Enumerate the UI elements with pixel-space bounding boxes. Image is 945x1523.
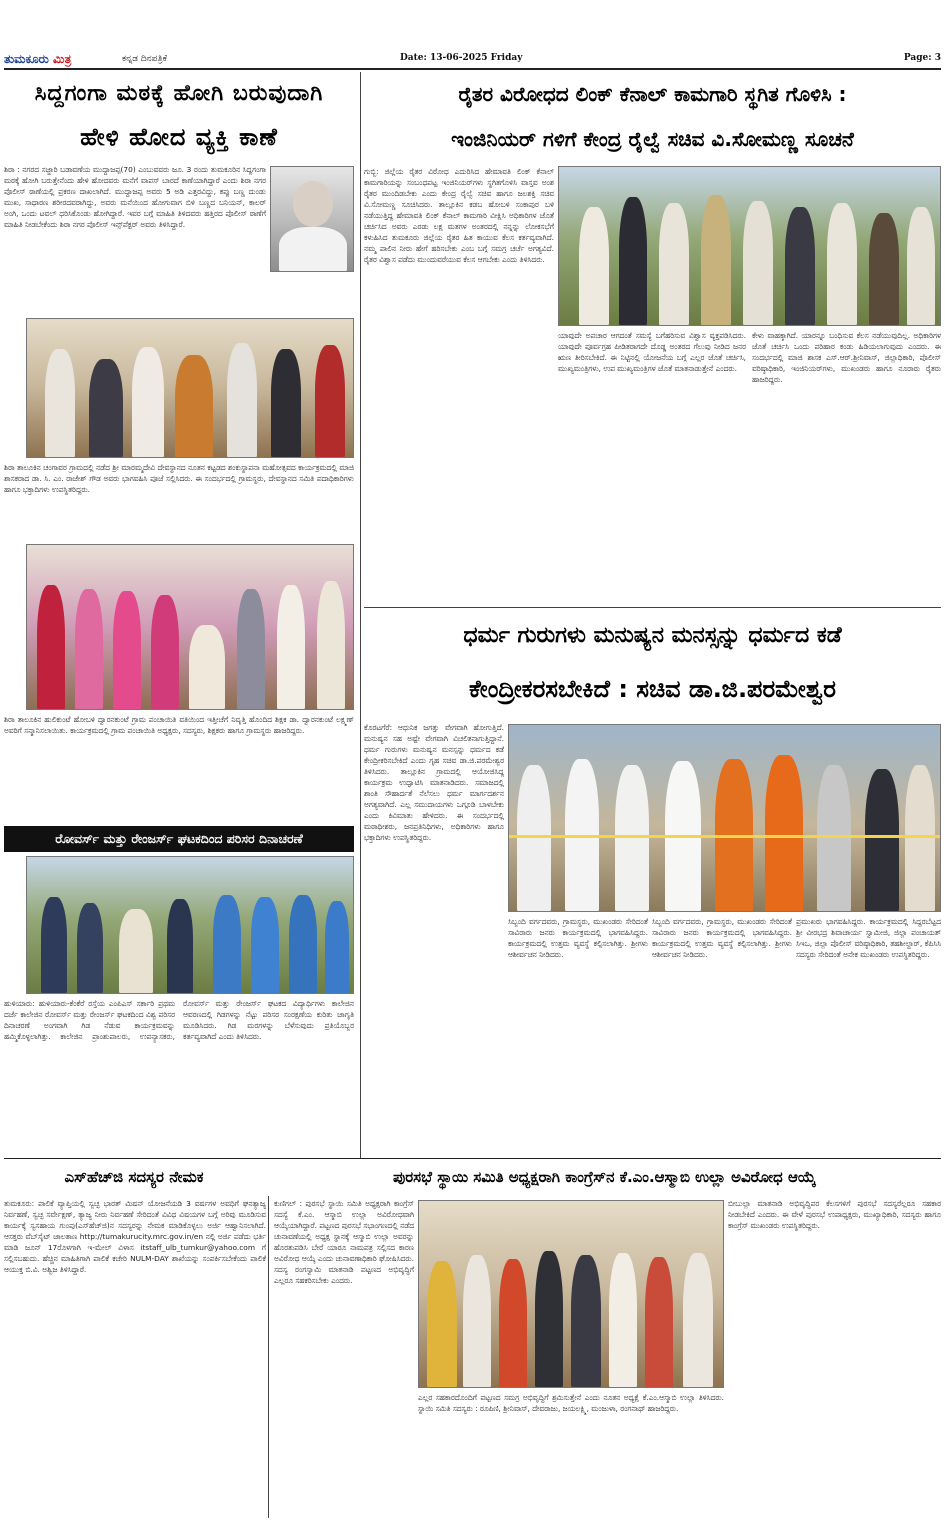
canal-article-col3: ಕೇಳು ವಾಹಕ್ಕಾಗಿದೆ. ಯಾರನ್ನೂ ಬಂಧಿಸುವ ಕೆಲಸ ನಡೆಯುವುದಿಲ್ಲ. ಅಧಿಕಾರಿಗಳ ಜೊತೆ ಚರ್ಚಿಸಿ ಒಂದು ಪರಿಹಾರ ಕಂಡು ಹಿಡಿಯಲಾಗುವುದು ಎಂದರು. ಈ ಸಂದರ್ಭದಲ್ಲಿ ಮಾಜಿ ಶಾಸಕ ಎಸ್.ಆರ್.ಶ್ರೀನಿವಾಸ್, ಜಿಲ್ಲಾಧಿಕಾರಿ, ಪೊಲೀಸ್ ವರಿಷ್ಠಾಧಿಕಾರಿ, ಇಂಜಿನಿಯರ್‌ಗಳು, ಮುಖಂಡರು ಹಾಗೂ ನೂರಾರು ರೈತರು ಹಾಜರಿದ್ದರು. <box>752 331 941 384</box>
dharma-article: ಕೊರಟಗೆರೆ: ಆಧುನಿಕ ಜಗತ್ತು ವೇಗವಾಗಿ ಹೋಗುತ್ತಿದೆ. ಮನುಷ್ಯನ ಸಹ ಅಷ್ಟೇ ವೇಗವಾಗಿ ವಿಚಲಿತನಾಗುತ್ತಿದ್ದಾನೆ. ಧರ್ಮ ಗುರುಗಳು ಮನುಷ್ಯನ ಮನಸ್ಸನ್ನು ಧರ್ಮದ ಕಡೆ ಕೇಂದ್ರೀಕರಿಸಬೇಕಿದೆ ಎಂದು ಗೃಹ ಸಚಿವ ಡಾ.ಜಿ.ಪರಮೇಶ್ವರ ತಿಳಿಸಿದರು. ತಾಲ್ಲೂಕಿನ ಗ್ರಾಮದಲ್ಲಿ ಆಯೋಜಿಸಿದ್ದ ಕಾರ್ಯಕ್ರಮ ಉದ್ಘಾಟಿಸಿ ಮಾತನಾಡಿದರು. ಸಮಾಜದಲ್ಲಿ ಶಾಂತಿ ಸೌಹಾರ್ದತೆ ನೆಲೆಸಲು ಧರ್ಮ ಮಾರ್ಗದರ್ಶನ ಅಗತ್ಯವಾಗಿದೆ. ಎಲ್ಲ ಸಮುದಾಯಗಳು ಒಗ್ಗೂಡಿ ಬಾಳಬೇಕು ಎಂದು ಕಿವಿಮಾತು ಹೇಳಿದರು. ಈ ಸಂದರ್ಭದಲ್ಲಿ ಮಠಾಧೀಶರು, ಜನಪ್ರತಿನಿಧಿಗಳು, ಅಧಿಕಾರಿಗಳು ಹಾಗೂ ಭಕ್ತಾದಿಗಳು ಉಪಸ್ಥಿತರಿದ್ದರು. <box>364 723 504 842</box>
dharma-article-col3: ಸಿಬ್ಬಂದಿ ವರ್ಗದವರು, ಗ್ರಾಮಸ್ಥರು, ಮುಖಂಡರು ಸೇರಿದಂತೆ ಸಾವಿರಾರು ಜನರು ಕಾರ್ಯಕ್ರಮದಲ್ಲಿ ಭಾಗವಹಿಸಿದ್ದರು. ಕಾರ್ಯಕ್ರಮದಲ್ಲಿ ಉತ್ತಮ ವ್ಯವಸ್ಥೆ ಕಲ್ಪಿಸಲಾಗಿತ್ತು. ಶ್ರೀಗಳು ಆಶೀರ್ವಚನ ನೀಡಿದರು. <box>652 917 792 959</box>
felicitation-article: ಶಿರಾ ತಾಲೂಕಿನ ಹುಲಿಕುಂಟೆ ಹೋಬಳಿ ದ್ವಾರನಕುಂಟೆ ಗ್ರಾಮ ಪಂಚಾಯಿತಿ ವತಿಯಿಂದ ಇತ್ತೀಚೆಗೆ ನಿವೃತ್ತಿ ಹೊಂದಿದ ಶಿಕ್ಷಕ ಡಾ. ದ್ವಾರನಕುಂಟೆ ಲಕ್ಷ್ಮಣ್ ಅವರಿಗೆ ಸನ್ಮಾನಿಸಲಾಯಿತು. ಕಾರ್ಯಕ್ರಮದಲ್ಲಿ ಗ್ರಾಮ ಪಂಚಾಯಿತಿ ಅಧ್ಯಕ್ಷರು, ಸದಸ್ಯರು, ಶಿಕ್ಷಕರು ಹಾಗೂ ಗ್ರಾಮಸ್ಥರು ಹಾಜರಿದ್ದರು. <box>4 715 354 735</box>
canal-headline-2: ಇಂಜಿನಿಯರ್ ಗಳಿಗೆ ಕೇಂದ್ರ ರೈಲ್ವೆ ಸಚಿವ ವಿ.ಸೋಮಣ್ಣ ಸೂಚನೆ <box>451 127 854 151</box>
bottom-column-divider <box>268 1196 269 1518</box>
canal-site-photo <box>558 166 941 326</box>
rovers-article: ಹುಳಿಯಾರು: ಹುಳಿಯಾರು-ಕೆಂಕೆರೆ ರಸ್ತೆಯ ಎಂಪಿಎಸ್ ಸರ್ಕಾರಿ ಪ್ರಥಮ ದರ್ಜೆ ಕಾಲೇಜಿನ ರೋವರ್ಸ್ ಮತ್ತು ರೇಂಜರ್ಸ್ ಘಟಕದಿಂದ ವಿಶ್ವ ಪರಿಸರ ದಿನಾಚರಣೆ ಅಂಗವಾಗಿ ಗಿಡ ನೆಡುವ ಕಾರ್ಯಕ್ರಮವನ್ನು ಹಮ್ಮಿಕೊಳ್ಳಲಾಗಿತ್ತು. ಕಾಲೇಜಿನ ಪ್ರಾಂಶುಪಾಲರು, ಉಪನ್ಯಾಸಕರು, ರೋವರ್ಸ್ ಮತ್ತು ರೇಂಜರ್ಸ್ ಘಟಕದ ವಿದ್ಯಾರ್ಥಿಗಳು ಕಾಲೇಜಿನ ಆವರಣದಲ್ಲಿ ಗಿಡಗಳನ್ನು ನೆಟ್ಟು ಪರಿಸರ ಸಂರಕ್ಷಣೆಯ ಕುರಿತು ಜಾಗೃತಿ ಮೂಡಿಸಿದರು. ಗಿಡ ಮರಗಳನ್ನು ಬೆಳೆಸುವುದು ಪ್ರತಿಯೊಬ್ಬರ ಕರ್ತವ್ಯವಾಗಿದೆ ಎಂದು ತಿಳಿಸಿದರು. <box>4 999 354 1041</box>
missing-article: ಶಿರಾ : ನಗರದ ಸಜ್ಜಾರಿ ಬಡಾವಣೆಯ ಮುದ್ದಾಜಪ್ಪ(70) ಎಂಬುವವರು ಜೂ. 3 ರಂದು ತುಮಕೂರಿನ ಸಿದ್ದಗಂಗಾ ಮಠಕ್ಕೆ ಹೋಗಿ ಬರುತ್ತೇನೆಂದು ಹೇಳಿ ಹೋದವರು ಮನೆಗೆ ವಾಪಸ್ ಬಾರದೆ ಕಾಣೆಯಾಗಿದ್ದಾರೆ ಎಂದು ಶಿರಾ ನಗರ ಪೊಲೀಸ್ ಠಾಣೆಯಲ್ಲಿ ಪ್ರಕರಣ ದಾಖಲಾಗಿದೆ. ಮುದ್ದಾಜಪ್ಪ ಅವರು 5 ಅಡಿ ಎತ್ತರವಿದ್ದು, ಕಪ್ಪು ಬಣ್ಣ ದುಂಡು ಮುಖ, ಸಾಧಾರಣ ಶರೀರದವರಾಗಿದ್ದು, ಅವರು ಮನೆಯಿಂದ ಹೋಗುವಾಗ ಬಿಳಿ ಬಣ್ಣದ ಬನಿಯನ್, ಕಾಲರ್ ಅಂಗಿ, ಒಂದು ಟವಲ್ ಧರಿಸಿಕೊಂಡು ಹೋಗಿದ್ದಾರೆ. ಇವರ ಬಗ್ಗೆ ಮಾಹಿತಿ ತಿಳಿದವರು ಹತ್ತಿರದ ಪೊಲೀಸ್ ಠಾಣೆಗೆ ಮಾಹಿತಿ ನೀಡಬೇಕೆಂದು ಶಿರಾ ನಗರ ಪೊಲೀಸ್ ಇನ್ಸ್‌ಪೆಕ್ಟರ್ ಅವರು ತಿಳಿಸಿದ್ದಾರೆ. <box>4 165 266 229</box>
missing-headline-1: ಸಿದ್ದಗಂಗಾ ಮಠಕ್ಕೆ ಹೋಗಿ ಬರುವುದಾಗಿ <box>34 80 324 106</box>
shg-headline: ಎಸ್‌ಹೆಚ್‌ಜಿ ಸದಸ್ಯರ ನೇಮಕ <box>64 1168 204 1186</box>
rovers-headline: ರೋವರ್ಸ್ ಮತ್ತು ರೇಂಜರ್ಸ್ ಘಟಕದಿಂದ ಪರಿಸರ ದಿನಾಚರಣೆ <box>4 826 354 852</box>
felicitation-photo <box>26 544 354 710</box>
temple-event-photo <box>26 318 354 458</box>
inauguration-photo <box>508 724 941 912</box>
canal-article-col2: ಯಾವುದೇ ಅಪಚಾರ ಆಗದಂತೆ ಸಮಸ್ಯೆ ಬಗೆಹರಿಸುವ ವಿಶ್ವಾಸ ವ್ಯಕ್ತಪಡಿಸಿದರು. ಯಾವುದೇ ಪೂರ್ವಗ್ರಹ ಪೀಡಿತರಾಗದೇ ದೊಡ್ಡ ಅಂತರದ ಗೆಲುವು ನೀಡಿದ ಜನರ ಋಣ ತೀರಿಸಬೇಕಿದೆ. ಈ ನಿಟ್ಟಿನಲ್ಲಿ ಯೋಜನೆಯ ಬಗ್ಗೆ ಎಲ್ಲರ ಜೊತೆ ಚರ್ಚಿಸಿ, ಮುಖ್ಯಮಂತ್ರಿಗಳು, ಉಪ ಮುಖ್ಯಮಂತ್ರಿಗಳ ಜೊತೆ ಮಾತನಾಡುತ್ತೇನೆ ಎಂದರು. <box>558 331 746 373</box>
bottom-rule <box>4 1158 941 1159</box>
tree-planting-photo <box>26 856 354 994</box>
dharma-headline-2: ಕೇಂದ್ರೀಕರಸಬೇಕಿದೆ : ಸಚಿವ ಡಾ.ಜಿ.ಪರಮೇಶ್ವರ <box>469 675 836 703</box>
shg-article: ತುಮಕೂರು: ಪಾಲಿಕೆ ವ್ಯಾಪ್ತಿಯಲ್ಲಿ ಸ್ವಚ್ಛ ಭಾರತ್ ಮಿಷನ್ ಯೋಜನೆಯಡಿ 3 ವರ್ಷಗಳ ಅವಧಿಗೆ ಘನತ್ಯಾಜ್ಯ ನಿರ್ವಹಣೆ, ಸ್ವಚ್ಛ ಸರ್ವೇಕ್ಷಣ್, ತ್ಯಾಜ್ಯ ನೀರು ನಿರ್ವಹಣೆ ಸೇರಿದಂತೆ ವಿವಿಧ ವಿಷಯಗಳ ಬಗ್ಗೆ ಅರಿವು ಮೂಡಿಸುವ ಕಾರ್ಯಕ್ಕೆ ಸ್ವಸಹಾಯ ಗುಂಪು(ಎಸ್‌ಹೆಚ್‌ಜಿ)ನ ಸದಸ್ಯರನ್ನು ನೇಮಕ ಮಾಡಿಕೊಳ್ಳಲು ಅರ್ಜಿ ಆಹ್ವಾನಿಸಲಾಗಿದೆ. ಆಸಕ್ತರು ವೆಬ್‌ಸೈಟ್ ಜಾಲತಾಣ http://tumakurucity.mrc.gov.in/en ನಲ್ಲಿ ಅರ್ಜಿ ಪಡೆದು ಭರ್ತಿ ಮಾಡಿ ಜೂನ್ 17ರೊಳಗಾಗಿ ಇ-ಮೇಲ್ ವಿಳಾಸ itstaff_ulb_tumkur@yahoo.com ಗೆ ಸಲ್ಲಿಸಬಹುದು. ಹೆಚ್ಚಿನ ಮಾಹಿತಿಗಾಗಿ ಪಾಲಿಕೆ ಕಚೇರಿ NULM-DAY ಶಾಖೆಯನ್ನು ಸಂಪರ್ಕಿಸಬೇಕೆಂದು ಪಾಲಿಕೆ ಆಯುಕ್ತ ಬಿ.ವಿ. ಅಶ್ವಿಜ ತಿಳಿಸಿದ್ದಾರೆ. <box>4 1199 266 1274</box>
newspaper-logo: ತುಮಕೂರು ಮಿತ್ರ <box>4 52 72 66</box>
page-number: Page: 3 <box>903 53 941 63</box>
dharma-article-col2: ಸಿಬ್ಬಂದಿ ವರ್ಗದವರು, ಗ್ರಾಮಸ್ಥರು, ಮುಖಂಡರು ಸೇರಿದಂತೆ ಸಾವಿರಾರು ಜನರು ಕಾರ್ಯಕ್ರಮದಲ್ಲಿ ಭಾಗವಹಿಸಿದ್ದರು. ಕಾರ್ಯಕ್ರಮದಲ್ಲಿ ಉತ್ತಮ ವ್ಯವಸ್ಥೆ ಕಲ್ಪಿಸಲಾಗಿತ್ತು. ಶ್ರೀಗಳು ಆಶೀರ್ವಚನ ನೀಡಿದರು. <box>508 917 648 959</box>
municipal-article-col3: ಬೀಬುಲ್ಲಾ ಮಾತನಾಡಿ ಅಭಿವೃದ್ಧಿಪರ ಕೆಲಸಗಳಿಗೆ ಪುರಸಭೆ ಸದಸ್ಯರೆಲ್ಲರೂ ಸಹಕಾರ ನೀಡಬೇಕಿದೆ ಎಂದರು. ಈ ವೇಳೆ ಪುರಸಭೆ ಉಪಾಧ್ಯಕ್ಷರು, ಮುಖ್ಯಾಧಿಕಾರಿ, ಸದಸ್ಯರು ಹಾಗೂ ಕಾಂಗ್ರೆಸ್ ಮುಖಂಡರು ಉಪಸ್ಥಿತರಿದ್ದರು. <box>728 1199 941 1230</box>
issue-date: Date: 13-06-2025 Friday <box>400 53 523 63</box>
municipal-felicitation-photo <box>418 1200 724 1388</box>
dharma-headline-1: ಧರ್ಮ ಗುರುಗಳು ಮನುಷ್ಯನ ಮನಸ್ಸನ್ನು ಧರ್ಮದ ಕಡೆ <box>463 622 842 648</box>
masthead-rule <box>4 68 941 70</box>
missing-person-photo <box>270 166 354 272</box>
section-rule <box>364 607 941 608</box>
municipal-article: ಕುಣಿಗಲ್ : ಪುರಸಭೆ ಸ್ಥಾಯಿ ಸಮಿತಿ ಅಧ್ಯಕ್ಷರಾಗಿ ಕಾಂಗ್ರೆಸ್ ಸದಸ್ಯೆ ಕೆ.ಎಂ. ಆಸ್ಮಾಬಿ ಉಲ್ಲಾ ಅವಿರೋಧವಾಗಿ ಆಯ್ಕೆಯಾಗಿದ್ದಾರೆ. ಪಟ್ಟಣದ ಪುರಸಭೆ ಸಭಾಂಗಣದಲ್ಲಿ ನಡೆದ ಚುನಾವಣೆಯಲ್ಲಿ ಅಧ್ಯಕ್ಷ ಸ್ಥಾನಕ್ಕೆ ಆಸ್ಮಾಬಿ ಉಲ್ಲಾ ಅವರನ್ನು ಹೊರತುಪಡಿಸಿ ಬೇರೆ ಯಾರೂ ನಾಮಪತ್ರ ಸಲ್ಲಿಸದ ಕಾರಣ ಅವಿರೋಧ ಆಯ್ಕೆ ಎಂದು ಚುನಾವಣಾಧಿಕಾರಿ ಘೋಷಿಸಿದರು. ಸದಸ್ಯ ರಂಗಸ್ವಾಮಿ ಮಾತನಾಡಿ ಪಟ್ಟಣದ ಅಭಿವೃದ್ಧಿಗೆ ಎಲ್ಲರೂ ಸಹಕರಿಸಬೇಕು ಎಂದರು. <box>274 1199 414 1285</box>
canal-headline-1: ರೈತರ ವಿರೋಧದ ಲಿಂಕ್ ಕೆನಾಲ್ ಕಾಮಗಾರಿ ಸ್ಥಗಿತ ಗೊಳಿಸಿ : <box>458 82 847 106</box>
municipal-article-col2: ಎಲ್ಲರ ಸಹಕಾರದೊಂದಿಗೆ ಪಟ್ಟಣದ ಸಮಗ್ರ ಅಭಿವೃದ್ಧಿಗೆ ಶ್ರಮಿಸುತ್ತೇನೆ ಎಂದು ನೂತನ ಅಧ್ಯಕ್ಷೆ ಕೆ.ಎಂ.ಆಸ್ಮಾಬಿ ಉಲ್ಲಾ ತಿಳಿಸಿದರು. ಸ್ಥಾಯಿ ಸಮಿತಿ ಸದಸ್ಯರು : ರೂಪಿಣಿ, ಶ್ರೀನಿವಾಸ್, ದೇವರಾಜು, ಜಯಲಕ್ಷ್ಮಿ, ಮಂಜುಳಾ, ರಂಗನಾಥ್ ಹಾಜರಿದ್ದರು. <box>418 1393 724 1413</box>
missing-headline-2: ಹೇಳಿ ಹೋದ ವ್ಯಕ್ತಿ ಕಾಣೆ <box>80 123 278 151</box>
municipal-headline: ಪುರಸಭೆ ಸ್ಥಾಯಿ ಸಮಿತಿ ಅಧ್ಯಕ್ಷರಾಗಿ ಕಾಂಗ್ರೆಸ್‌ನ ಕೆ.ಎಂ.ಆಸ್ಮಾಬಿ ಉಲ್ಲಾ ಅವಿರೋಧ ಆಯ್ಕೆ <box>393 1168 816 1186</box>
canal-article: ಗುಬ್ಬಿ: ಜಿಲ್ಲೆಯ ರೈತರ ವಿರೋಧ ಎದುರಿಸಿದ ಹೇಮಾವತಿ ಲಿಂಕ್ ಕೆನಾಲ್ ಕಾಮಗಾರಿಯನ್ನು ಸಂಬಂಧಪಟ್ಟ ಇಂಜಿನಿಯರ್‌ಗಳು ಸ್ಥಗಿತಗೊಳಿಸಿ ವಾಸ್ತವ ಅಂಶ ರೈತರ ಮುಂದಿಡಬೇಕು ಎಂದು ಕೇಂದ್ರ ರೈಲ್ವೆ ಸಚಿವ ಹಾಗೂ ಜಲಶಕ್ತಿ ಸಚಿವ ವಿ.ಸೋಮಣ್ಣ ಸೂಚಿಸಿದರು. ತಾಲ್ಲೂಕಿನ ಕಡಬ ಹೋಬಳಿ ಸಂಕಾಪುರ ಬಳಿ ನಡೆಯುತ್ತಿದ್ದ ಹೇಮಾವತಿ ಲಿಂಕ್ ಕೆನಾಲ್ ಕಾಮಗಾರಿ ವೀಕ್ಷಿಸಿ ಅಧಿಕಾರಿಗಳ ಜೊತೆ ಚರ್ಚಿಸಿದ ಅವರು ಎರಡು ಲಕ್ಷ ಮತಗಳ ಅಂತರದಲ್ಲಿ ನನ್ನನ್ನು ಲೋಕಸಭೆಗೆ ಕಳುಹಿಸಿದ ತುಮಕೂರು ಜಿಲ್ಲೆಯ ರೈತರ ಹಿತ ಕಾಯುವ ಕೆಲಸ ಕರ್ತವ್ಯವಾಗಿದೆ. ನಮ್ಮ ಪಾಲಿನ ನೀರು ಹೇಗೆ ಹರಿಸಬೇಕು ಎಂಬ ಬಗ್ಗೆ ಸಮಗ್ರ ಚರ್ಚೆ ಅಗತ್ಯವಿದೆ. ರೈತರ ವಿಶ್ವಾಸ ಪಡೆದು ಮುಂದುವರೆಯುವ ಕೆಲಸ ಆಗಬೇಕು ಎಂದು ತಿಳಿಸಿದರು. <box>364 167 554 264</box>
dharma-article-col4: ಪ್ರಮುಖರು ಭಾಗವಹಿಸಿದ್ದರು. ಕಾರ್ಯಕ್ರಮದಲ್ಲಿ ಸಿದ್ದರಬೆಟ್ಟದ ಶ್ರೀ ವೀರಭದ್ರ ಶಿವಾಚಾರ್ಯ ಸ್ವಾಮೀಜಿ, ಜಿಲ್ಲಾ ಪಂಚಾಯತ್ ಸಿಇಒ, ಜಿಲ್ಲಾ ಪೊಲೀಸ್ ವರಿಷ್ಠಾಧಿಕಾರಿ, ತಹಶೀಲ್ದಾರ್, ಕೆಪಿಸಿಸಿ ಸದಸ್ಯರು ಸೇರಿದಂತೆ ಅನೇಕ ಮುಖಂಡರು ಉಪಸ್ಥಿತರಿದ್ದರು. <box>796 917 941 959</box>
tagline: ಕನ್ನಡ ದಿನಪತ್ರಿಕೆ <box>122 54 168 64</box>
column-divider <box>360 72 361 1158</box>
temple-article: ಶಿರಾ ತಾಲೂಕಿನ ಚಂಗಾವರ ಗ್ರಾಮದಲ್ಲಿ ನಡೆದ ಶ್ರೀ ಮಾರಮ್ಮದೇವಿ ದೇವಸ್ಥಾನದ ನೂತನ ಕಟ್ಟಡದ ಶಂಕುಸ್ಥಾಪನಾ ಮಹೋತ್ಸವದ ಕಾರ್ಯಕ್ರಮದಲ್ಲಿ ಮಾಜಿ ಶಾಸಕರಾದ ಡಾ. ಸಿ. ಎಂ. ರಾಜೇಶ್ ಗೌಡ ಅವರು ಭಾಗವಹಿಸಿ ಪೂಜೆ ಸಲ್ಲಿಸಿದರು. ಈ ಸಂದರ್ಭದಲ್ಲಿ ಗ್ರಾಮಸ್ಥರು, ದೇವಸ್ಥಾನದ ಸಮಿತಿ ಪದಾಧಿಕಾರಿಗಳು ಹಾಗೂ ಭಕ್ತಾದಿಗಳು ಉಪಸ್ಥಿತರಿದ್ದರು. <box>4 463 354 494</box>
